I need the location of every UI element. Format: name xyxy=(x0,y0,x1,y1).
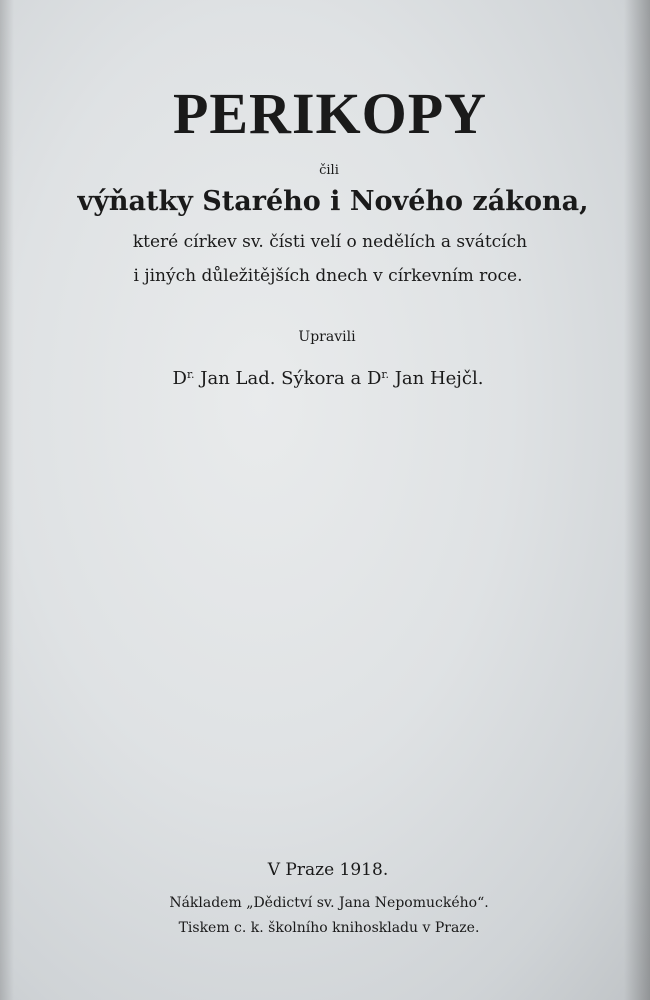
page-shadow-left xyxy=(0,0,14,1000)
title-connector: čili xyxy=(319,163,339,178)
author-1-name: Jan Lad. Sýkora xyxy=(200,368,345,389)
book-title: PERIKOPY xyxy=(172,81,488,146)
description-line-2: i jiných důležitějších dnech v církevním roce. xyxy=(133,266,523,286)
description-line-1: které církev sv. čísti velí o nedělích a svátcích xyxy=(132,232,528,252)
author-1-title-sup: r. xyxy=(186,368,195,381)
author-2-title-sup: r. xyxy=(381,368,389,381)
printer-line: Tiskem c. k. školního knihoskladu v Praze. xyxy=(178,920,480,936)
authors-conjunction: a xyxy=(350,368,362,389)
author-1-title: $D^{r.}$ xyxy=(172,368,195,389)
page-shadow-right xyxy=(624,0,650,1000)
book-subtitle: výňatky Starého i Nového zákona, xyxy=(77,186,589,217)
place-and-year: V Praze 1918. xyxy=(267,860,389,880)
author-2-name: Jan Hejčl. xyxy=(394,368,484,389)
edited-by-label: Upravili xyxy=(298,329,356,345)
publisher-line: Nákladem „Dědictví sv. Jana Nepomuckého“. xyxy=(169,895,489,911)
authors-line xyxy=(3,368,650,389)
author-2-title: $D^{r.}$ xyxy=(366,368,389,389)
